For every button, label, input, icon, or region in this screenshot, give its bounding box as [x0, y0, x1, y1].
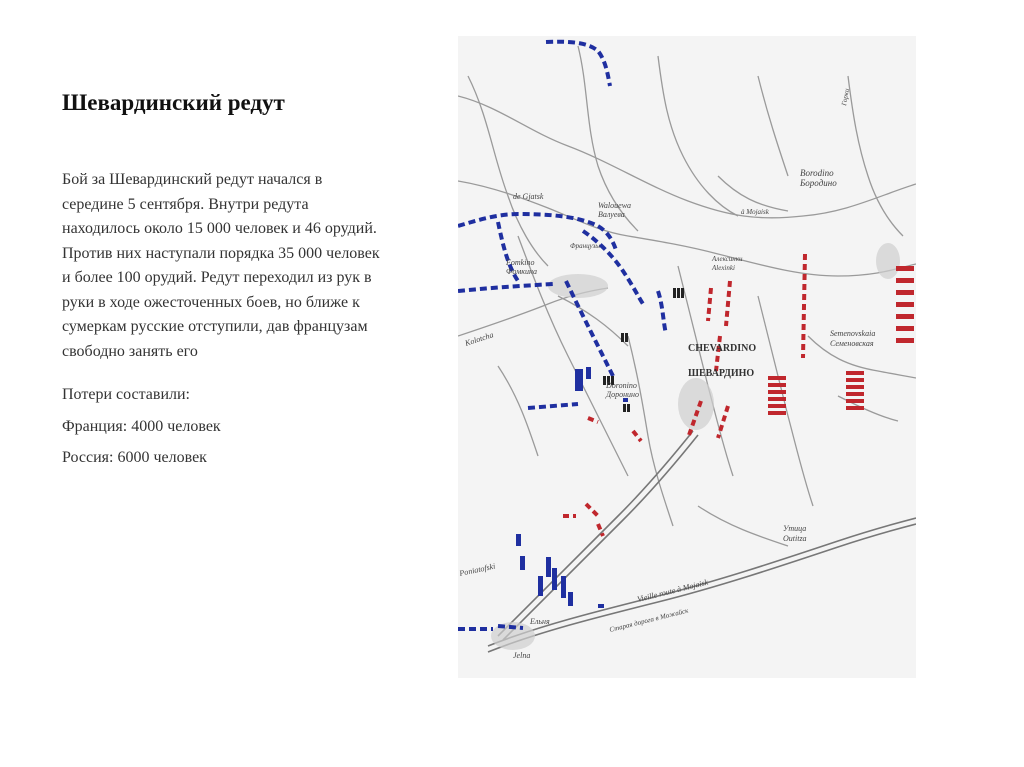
- label-kolotcha: Kolotcha: [463, 330, 495, 348]
- label-elnya-fr: Jelna: [513, 651, 531, 660]
- label-semenovskaya-ru: Семеновская: [830, 339, 874, 348]
- label-old-road-ru: Старая дорога в Можайск: [608, 606, 690, 634]
- label-doronino-fr: Doronino: [606, 381, 637, 390]
- battle-map: [458, 36, 916, 678]
- label-elnya-ru: Ельня: [530, 617, 550, 626]
- label-gorki: Горки: [840, 87, 851, 107]
- label-poniatowski: Poniatofski: [458, 561, 497, 578]
- label-road-mojaisk: à Mojaisk: [741, 208, 769, 216]
- label-alexinki-fr: Alexinki: [712, 264, 735, 272]
- terrain-lines: [458, 46, 916, 546]
- label-fomkino-fr: Fomkino: [506, 258, 535, 267]
- label-borodino-ru: Бородино: [800, 178, 837, 188]
- label-chevardino: CHEVARDINO: [688, 343, 757, 354]
- label-fomkino-ru: Фомкина: [506, 267, 537, 276]
- label-doronino-ru: Доронино: [606, 390, 640, 399]
- battle-description: Бой за Шевардинский редут начался в середине 5 сентября. Внутри редута находилось около 15 000 человек и 46 орудий. Против них наступали порядка 35 000 человек и более 100 орудий. Редут переходил из рук в руки в ходе ожесточенных боев, но ближе к сумеркам русские отступили, дав французам свободно занять его: [62, 171, 380, 360]
- label-alexinki-ru: Алексинки: [712, 255, 743, 263]
- label-semenovskaya-fr: Semenovskaia: [830, 329, 876, 338]
- label-utitsa-fr: Outitza: [783, 534, 807, 543]
- slide-body: [62, 168, 382, 478]
- label-old-road-fr: Vieille route à Mojaisk: [636, 577, 709, 604]
- slide-title: Шевардинский редут: [62, 90, 285, 115]
- map-labels: [458, 87, 875, 660]
- label-frantsuzy: Французы: [570, 242, 600, 250]
- losses-france: Франция: 4000 человек: [62, 417, 221, 435]
- label-gjatsk: de Gjatsk: [513, 192, 544, 201]
- losses-russia: Россия: 6000 человек: [62, 449, 207, 466]
- label-utitsa-ru: Утица: [783, 524, 807, 533]
- label-shevardino: ШЕВАРДИНО: [688, 368, 755, 379]
- label-borodino-fr: Borodino: [800, 168, 834, 178]
- battle-map-svg: [458, 36, 916, 678]
- label-valuewa-fr: Walouewa: [598, 201, 632, 210]
- losses-heading: Потери составили:: [62, 386, 190, 403]
- roads: [488, 431, 916, 652]
- label-valuewa-ru: Валуева: [598, 210, 625, 219]
